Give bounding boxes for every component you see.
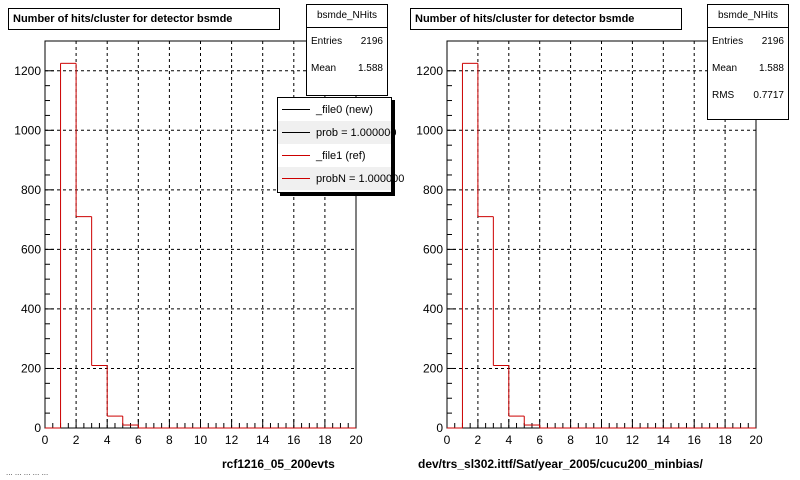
right-x-tick-label: 4 xyxy=(505,433,513,447)
left-x-tick-label: 0 xyxy=(41,433,49,447)
right-y-tick-label: 1000 xyxy=(416,123,443,138)
left-stats-row-entries: Entries 2196 xyxy=(311,36,383,47)
right-y-tick-label: 0 xyxy=(436,421,443,435)
right-y-tick-label: 800 xyxy=(422,182,443,197)
left-y-tick-label: 600 xyxy=(20,242,41,257)
left-stats-name: bsmde_NHits xyxy=(307,5,387,28)
legend-swatch xyxy=(282,109,310,110)
legend-entry-probn: probN = 1.000000 xyxy=(278,167,391,190)
left-x-tick-label: 10 xyxy=(193,433,208,447)
left-y-tick-label: 400 xyxy=(20,301,41,316)
right-stats-row-mean: Mean 1.588 xyxy=(712,63,784,74)
left-y-tick-label: 200 xyxy=(20,361,41,376)
legend-entry-file0: _file0 (new) xyxy=(278,98,391,121)
right-x-tick-label: 0 xyxy=(443,433,451,447)
right-x-tick-label: 16 xyxy=(687,433,701,447)
left-x-tick-label: 18 xyxy=(318,433,332,447)
right-y-tick-label: 200 xyxy=(422,361,443,376)
left-y-tick-label: 1200 xyxy=(14,63,41,78)
left-x-tick-label: 6 xyxy=(134,433,142,447)
right-x-tick-label: 14 xyxy=(656,433,670,447)
right-x-tick-label: 8 xyxy=(567,433,574,447)
right-x-tick-label: 20 xyxy=(749,433,763,447)
right-y-tick-label: 600 xyxy=(422,242,443,257)
right-stats-row-rms: RMS 0.7717 xyxy=(712,90,784,101)
right-stats-box xyxy=(707,4,789,120)
legend-swatch xyxy=(282,178,310,179)
right-footer-label: dev/trs_sl302.ittf/Sat/year_2005/cucu200_minbias/ xyxy=(418,457,703,471)
legend-swatch xyxy=(282,155,310,156)
left-x-tick-label: 2 xyxy=(72,433,80,447)
right-y-tick-label: 400 xyxy=(422,301,443,316)
legend-swatch xyxy=(282,132,310,133)
legend-entry-prob: prob = 1.000000 xyxy=(278,121,391,144)
right-x-tick-label: 12 xyxy=(625,433,640,447)
left-x-tick-label: 14 xyxy=(256,433,270,447)
left-y-tick-label: 0 xyxy=(34,421,41,435)
right-x-tick-label: 10 xyxy=(594,433,609,447)
left-x-tick-label: 4 xyxy=(103,433,111,447)
right-histogram-title xyxy=(410,8,682,30)
left-y-tick-label: 800 xyxy=(20,182,41,197)
right-stats-row-entries: Entries 2196 xyxy=(712,36,784,47)
right-x-tick-label: 6 xyxy=(536,433,544,447)
left-stats-box xyxy=(306,4,388,96)
corner-timestamp: ... ... ... ... ... xyxy=(6,468,49,477)
right-x-tick-label: 18 xyxy=(718,433,732,447)
left-title-text: Number of hits/cluster for detector bsmde xyxy=(13,13,233,25)
left-x-tick-label: 12 xyxy=(224,433,239,447)
left-x-tick-label: 16 xyxy=(287,433,301,447)
legend-entry-file1: _file1 (ref) xyxy=(278,144,391,167)
left-footer-label: rcf1216_05_200evts xyxy=(222,457,335,471)
right-stats-name: bsmde_NHits xyxy=(708,5,788,28)
right-title-text: Number of hits/cluster for detector bsmde xyxy=(415,13,635,25)
left-x-tick-label: 20 xyxy=(349,433,363,447)
left-legend xyxy=(277,97,405,193)
left-x-tick-label: 8 xyxy=(166,433,173,447)
right-y-tick-label: 1200 xyxy=(416,63,443,78)
right-x-tick-label: 2 xyxy=(474,433,482,447)
left-stats-row-mean: Mean 1.588 xyxy=(311,63,383,74)
left-histogram-title xyxy=(8,8,280,30)
left-y-tick-label: 1000 xyxy=(14,123,41,138)
